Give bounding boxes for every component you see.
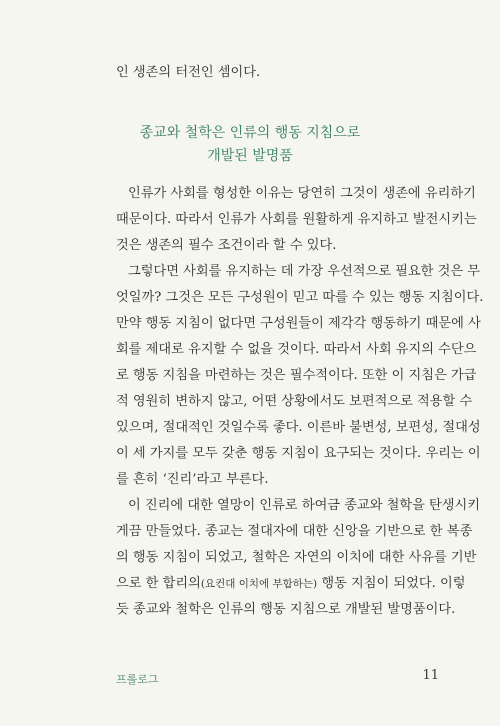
paragraph-line: 를 흔히 ‘진리’라고 부른다. (116, 472, 269, 487)
paragraph-line: 만약 행동 지침이 없다면 구성원들이 제각각 행동하기 때문에 사 (116, 316, 481, 331)
paragraph-line: 의 행동 지침이 되었고, 철학은 자연의 이치에 대한 사유를 기반 (116, 550, 477, 565)
page-number: 11 (422, 668, 439, 683)
intro-line: 인 생존의 터전인 셈이다. (116, 65, 261, 80)
paragraph-line: 엇일까? 그것은 모든 구성원이 믿고 따를 수 있는 행동 지침이다. (116, 290, 484, 305)
parenthetical-note: (요컨대 이치에 부합하는) (200, 578, 318, 590)
paragraph-line: 로 행동 지침을 마련하는 것은 필수적이다. 또한 이 지침은 가급 (116, 368, 477, 383)
heading-line-2: 개발된 발명품 (207, 148, 293, 164)
paragraph-line: 회를 제대로 유지할 수 없을 것이다. 따라서 사회 유지의 수단으 (116, 342, 477, 357)
paragraph-line: 것은 생존의 필수 조건이라 할 수 있다. (116, 238, 337, 253)
paragraph-line: 듯 종교와 철학은 인류의 행동 지침으로 개발된 발명품이다. (116, 602, 456, 617)
line-text-after-paren: 행동 지침이 되었다. 이렇 (317, 576, 466, 591)
paragraph-line-mixed (116, 575, 466, 593)
paragraph-line: 인류가 사회를 형성한 이유는 당연히 그것이 생존에 유리하기 (128, 186, 476, 201)
paragraph-line: 그렇다면 사회를 유지하는 데 가장 우선적으로 필요한 것은 무 (128, 264, 481, 279)
heading-line-1: 종교와 철학은 인류의 행동 지침으로 (139, 125, 361, 141)
paragraph-line: 있으며, 절대적인 것일수록 좋다. 이른바 불변성, 보편성, 절대성 (116, 420, 481, 435)
paragraph-line: 때문이다. 따라서 인류가 사회를 원활하게 유지하고 발전시키는 (116, 212, 477, 227)
running-footer-section: 프롤로그 (116, 673, 159, 686)
paragraph-line: 이 세 가지를 모두 갖춘 행동 지침이 요구되는 것이다. 우리는 이 (116, 446, 481, 461)
paragraph-line: 게끔 만들었다. 종교는 절대자에 대한 신앙을 기반으로 한 복종 (116, 524, 473, 539)
line-text-before-paren: 으로 한 합리의 (116, 576, 201, 591)
paragraph-line: 적 영원히 변하지 않고, 어떤 상황에서도 보편적으로 적용할 수 (116, 394, 473, 409)
paragraph-line: 이 진리에 대한 열망이 인류로 하여금 종교와 철학을 탄생시키 (128, 498, 481, 513)
